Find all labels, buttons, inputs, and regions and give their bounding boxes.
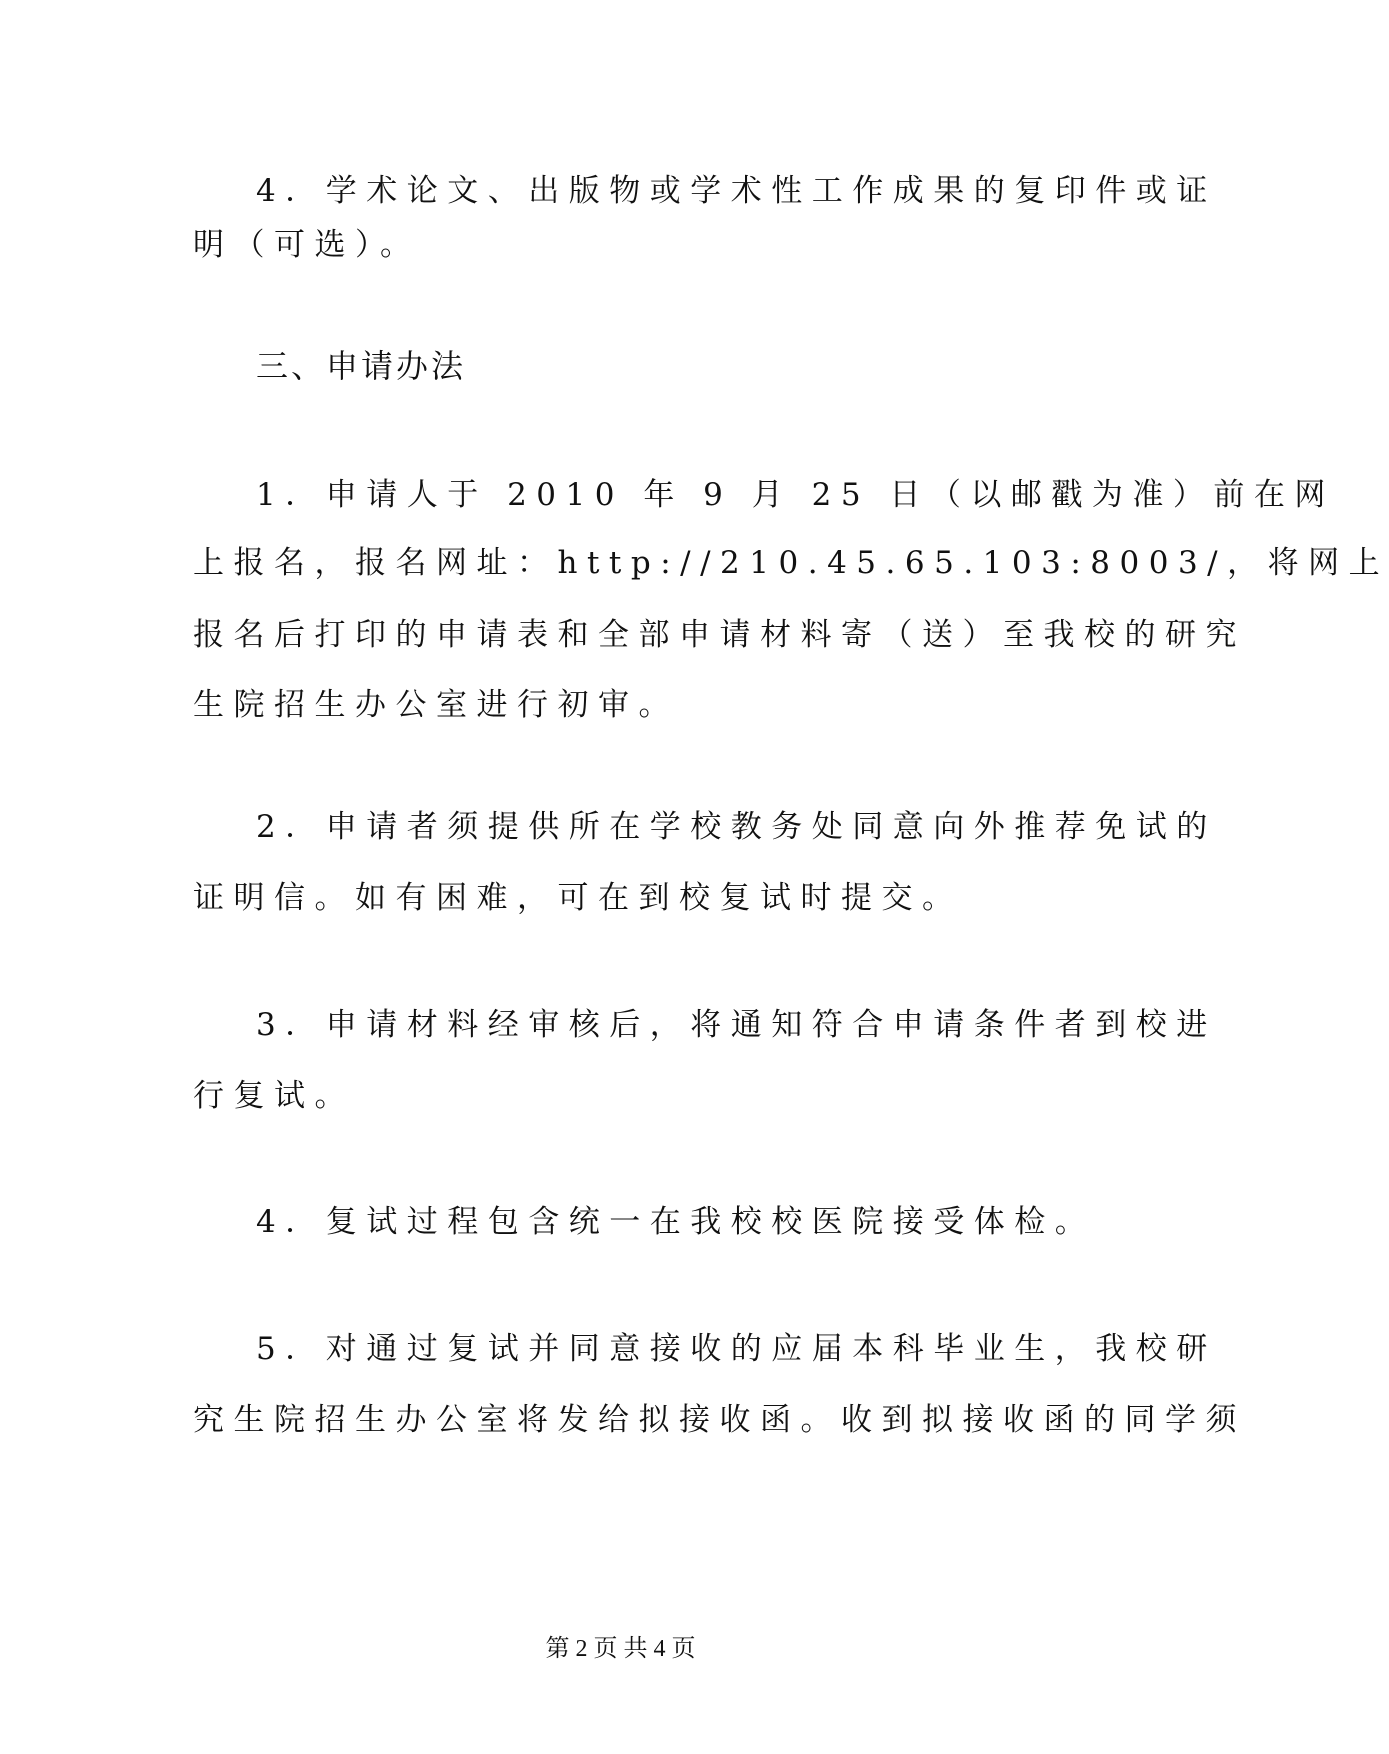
paragraph-4-line-1: 4．复试过程包含统一在我校校医院接受体检。 — [256, 1204, 1096, 1240]
item4-line-1: 4．学术论文、出版物或学术性工作成果的复印件或证 — [256, 173, 1217, 209]
section-heading: 三、申请办法 — [256, 347, 467, 385]
paragraph-1-line-3: 报名后打印的申请表和全部申请材料寄（送）至我校的研究 — [193, 617, 1246, 653]
paragraph-1-line-4: 生院招生办公室进行初审。 — [193, 687, 679, 723]
paragraph-3-line-1: 3．申请材料经审核后，将通知符合申请条件者到校进 — [256, 1007, 1217, 1043]
paragraph-3-line-2: 行复试。 — [193, 1078, 355, 1114]
page-number-footer: 第 2 页 共 4 页 — [545, 1636, 696, 1662]
paragraph-1-line-2: 上报名，报名网址：http://210.45.65.103:8003/，将网上 — [193, 545, 1389, 581]
paragraph-5-line-1: 5．对通过复试并同意接收的应届本科毕业生，我校研 — [256, 1331, 1217, 1367]
item4-line-2: 明（可选）。 — [193, 227, 421, 263]
paragraph-1-line-1: 1．申请人于 2010 年 9 月 25 日（以邮戳为准）前在网 — [256, 477, 1335, 513]
paragraph-2-line-1: 2．申请者须提供所在学校教务处同意向外推荐免试的 — [256, 809, 1217, 845]
paragraph-5-line-2: 究生院招生办公室将发给拟接收函。收到拟接收函的同学须 — [193, 1402, 1246, 1438]
paragraph-2-line-2: 证明信。如有困难，可在到校复试时提交。 — [193, 880, 963, 916]
